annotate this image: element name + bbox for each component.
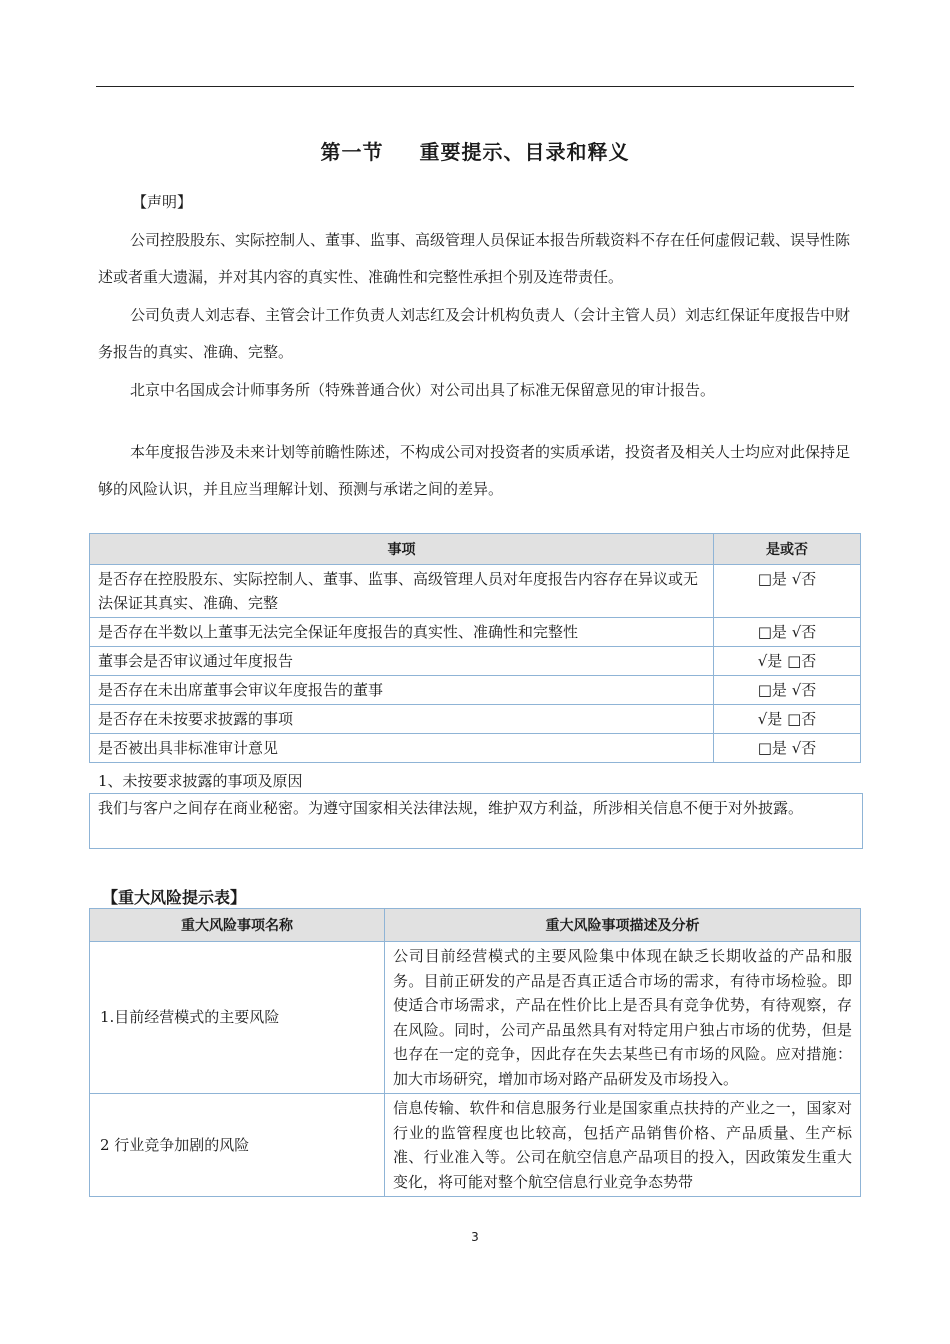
section-heading: 重要提示、目录和释义 [419,140,630,164]
column-header-item: 事项 [90,534,714,565]
column-header-risk-name: 重大风险事项名称 [90,909,385,942]
section-number: 第一节 [320,140,384,164]
matter-answer: □是 √否 [714,676,861,705]
table-row [90,705,861,734]
table-header-row [90,909,861,942]
matter-item: 是否存在半数以上董事无法完全保证年度报告的真实性、准确性和完整性 [90,618,714,647]
page-number: 3 [471,1230,479,1244]
header-rule [96,86,854,87]
undisclosed-label: 1、未按要求披露的事项及原因 [98,772,303,790]
matter-item: 董事会是否审议通过年度报告 [90,647,714,676]
matter-answer: □是 √否 [714,618,861,647]
matter-item: 是否存在未出席董事会审议年度报告的董事 [90,676,714,705]
table-row [90,734,861,763]
matters-table [89,533,861,763]
table-row [90,618,861,647]
matter-item: 是否被出具非标准审计意见 [90,734,714,763]
matter-item: 是否存在控股股东、实际控制人、董事、监事、高级管理人员对年度报告内容存在异议或无法保证其真实、准确、完整 [90,565,714,618]
matter-answer: □是 √否 [714,734,861,763]
table-row [90,942,861,1094]
matter-item: 是否存在未按要求披露的事项 [90,705,714,734]
matter-answer: √是 □否 [714,647,861,676]
undisclosed-reason-box: 我们与客户之间存在商业秘密。为遵守国家相关法律法规，维护双方利益，所涉相关信息不便于对外披露。 [89,793,863,849]
matter-answer: √是 □否 [714,705,861,734]
risk-description: 信息传输、软件和信息服务行业是国家重点扶持的产业之一，国家对行业的监管程度也比较高，包括产品销售价格、产品质量、生产标准、行业准入等。公司在航空信息产品项目的投入，因政策发生重大变化，将可能对整个航空信息行业竞争态势带 [385,1094,861,1197]
risk-name: 1.目前经营模式的主要风险 [90,942,385,1094]
paragraph-forward-looking: 本年度报告涉及未来计划等前瞻性陈述，不构成公司对投资者的实质承诺，投资者及相关人士均应对此保持足够的风险认识，并且应当理解计划、预测与承诺之间的差异。 [98,443,851,498]
paragraph-responsibility: 公司控股股东、实际控制人、董事、监事、高级管理人员保证本报告所载资料不存在任何虚假记载、误导性陈述或者重大遗漏，并对其内容的真实性、准确性和完整性承担个别及连带责任。 [98,231,851,286]
section-title [0,136,950,165]
table-row [90,565,861,618]
risk-table [89,908,861,1197]
matter-answer: □是 √否 [714,565,861,618]
column-header-risk-desc: 重大风险事项描述及分析 [385,909,861,942]
table-header-row [90,534,861,565]
table-row [90,676,861,705]
table-row [90,1094,861,1197]
table-row [90,647,861,676]
risk-table-title: 【重大风险提示表】 [102,888,247,907]
risk-name: 2 行业竞争加剧的风险 [90,1094,385,1197]
statement-label: 【声明】 [132,193,193,211]
risk-description: 公司目前经营模式的主要风险集中体现在缺乏长期收益的产品和服务。目前正研发的产品是否真正适合市场的需求，有待市场检验。即使适合市场需求，产品在性价比上是否具有竞争优势，有待观察，存在风险。同时，公司产品虽然具有对特定用户独占市场的优势，但是也存在一定的竞争，因此存在失去某些已有市场的风险。应对措施：加大市场研究，增加市场对路产品研发及市场投入。 [385,942,861,1094]
paragraph-auditor: 北京中名国成会计师事务所（特殊普通合伙）对公司出具了标准无保留意见的审计报告。 [130,381,716,399]
paragraph-officers: 公司负责人刘志春、主管会计工作负责人刘志红及会计机构负责人（会计主管人员）刘志红保证年度报告中财务报告的真实、准确、完整。 [98,306,851,361]
column-header-answer: 是或否 [714,534,861,565]
